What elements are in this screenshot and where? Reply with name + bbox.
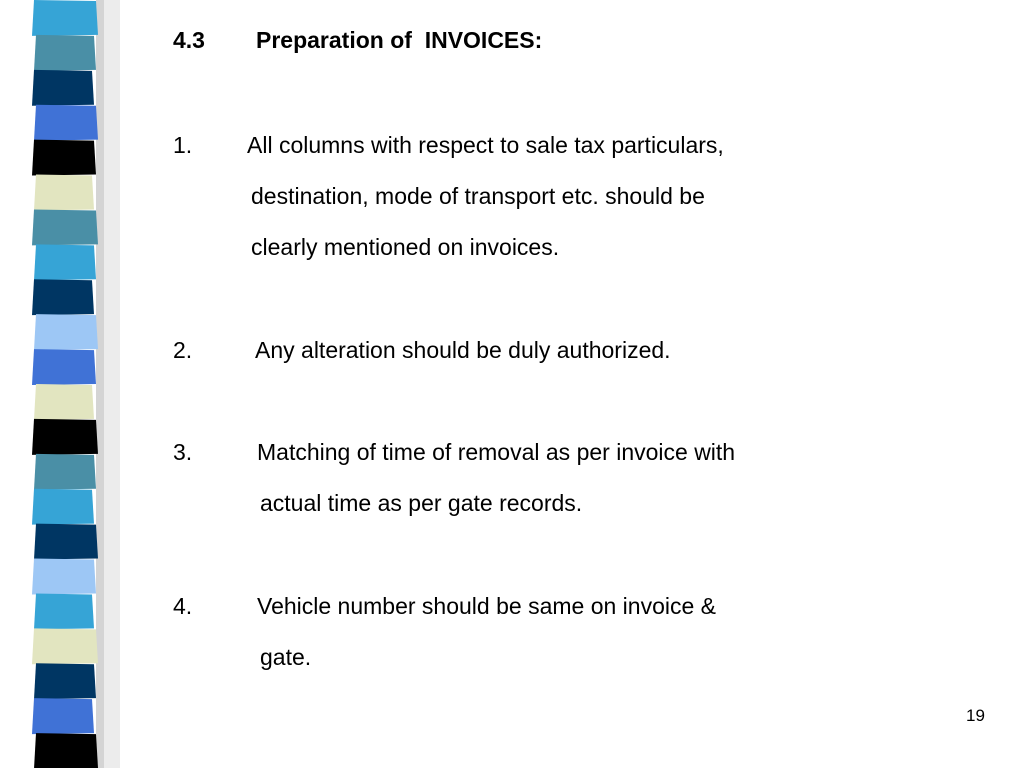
stripe-block [32, 279, 94, 315]
list-item-line: All columns with respect to sale tax particulars, [247, 132, 724, 158]
stripe-block [34, 175, 94, 211]
stripe-block [32, 0, 98, 36]
stripe-block [34, 384, 94, 420]
decorative-stripe [0, 0, 120, 768]
stripe-block [32, 419, 98, 455]
stripe-block [34, 314, 98, 350]
stripe-block [34, 663, 96, 699]
section-heading [173, 27, 543, 108]
stripe-block [34, 244, 96, 280]
stripe-block [34, 524, 98, 560]
list-item-number: 2. [173, 337, 193, 363]
stripe-block [32, 140, 96, 176]
stripe-block [32, 70, 94, 106]
stripe-block [32, 489, 94, 525]
list-item-line: clearly mentioned on invoices. [251, 234, 560, 260]
stripe-block [34, 454, 96, 490]
list-item-line: actual time as per gate records. [260, 490, 583, 516]
stripe-block [32, 628, 98, 664]
list-item-line: Vehicle number should be same on invoice & [257, 593, 717, 619]
stripe-shadow-soft [104, 0, 120, 768]
list-item-number: 4. [173, 593, 193, 619]
list-item-line: gate. [260, 644, 312, 670]
stripe-block [34, 733, 98, 768]
stripe-block [32, 349, 96, 385]
list-item-line: Matching of time of removal as per invoice with [257, 439, 736, 465]
stripe-block [32, 698, 94, 734]
section-title: Preparation of INVOICES: [256, 27, 543, 53]
stripe-block [34, 593, 94, 629]
decorative-stripe-graphic [0, 0, 120, 768]
stripe-block [34, 105, 98, 141]
list-item-line: destination, mode of transport etc. should be [251, 183, 705, 209]
stripe-block [32, 559, 96, 595]
stripe-block [34, 35, 96, 71]
list-item-number: 1. [173, 132, 193, 158]
stripe-block [32, 209, 98, 245]
list-item-line: Any alteration should be duly authorized. [255, 337, 671, 363]
section-number: 4.3 [173, 27, 205, 53]
list-item-number: 3. [173, 439, 193, 465]
page-number: 19 [966, 706, 985, 725]
